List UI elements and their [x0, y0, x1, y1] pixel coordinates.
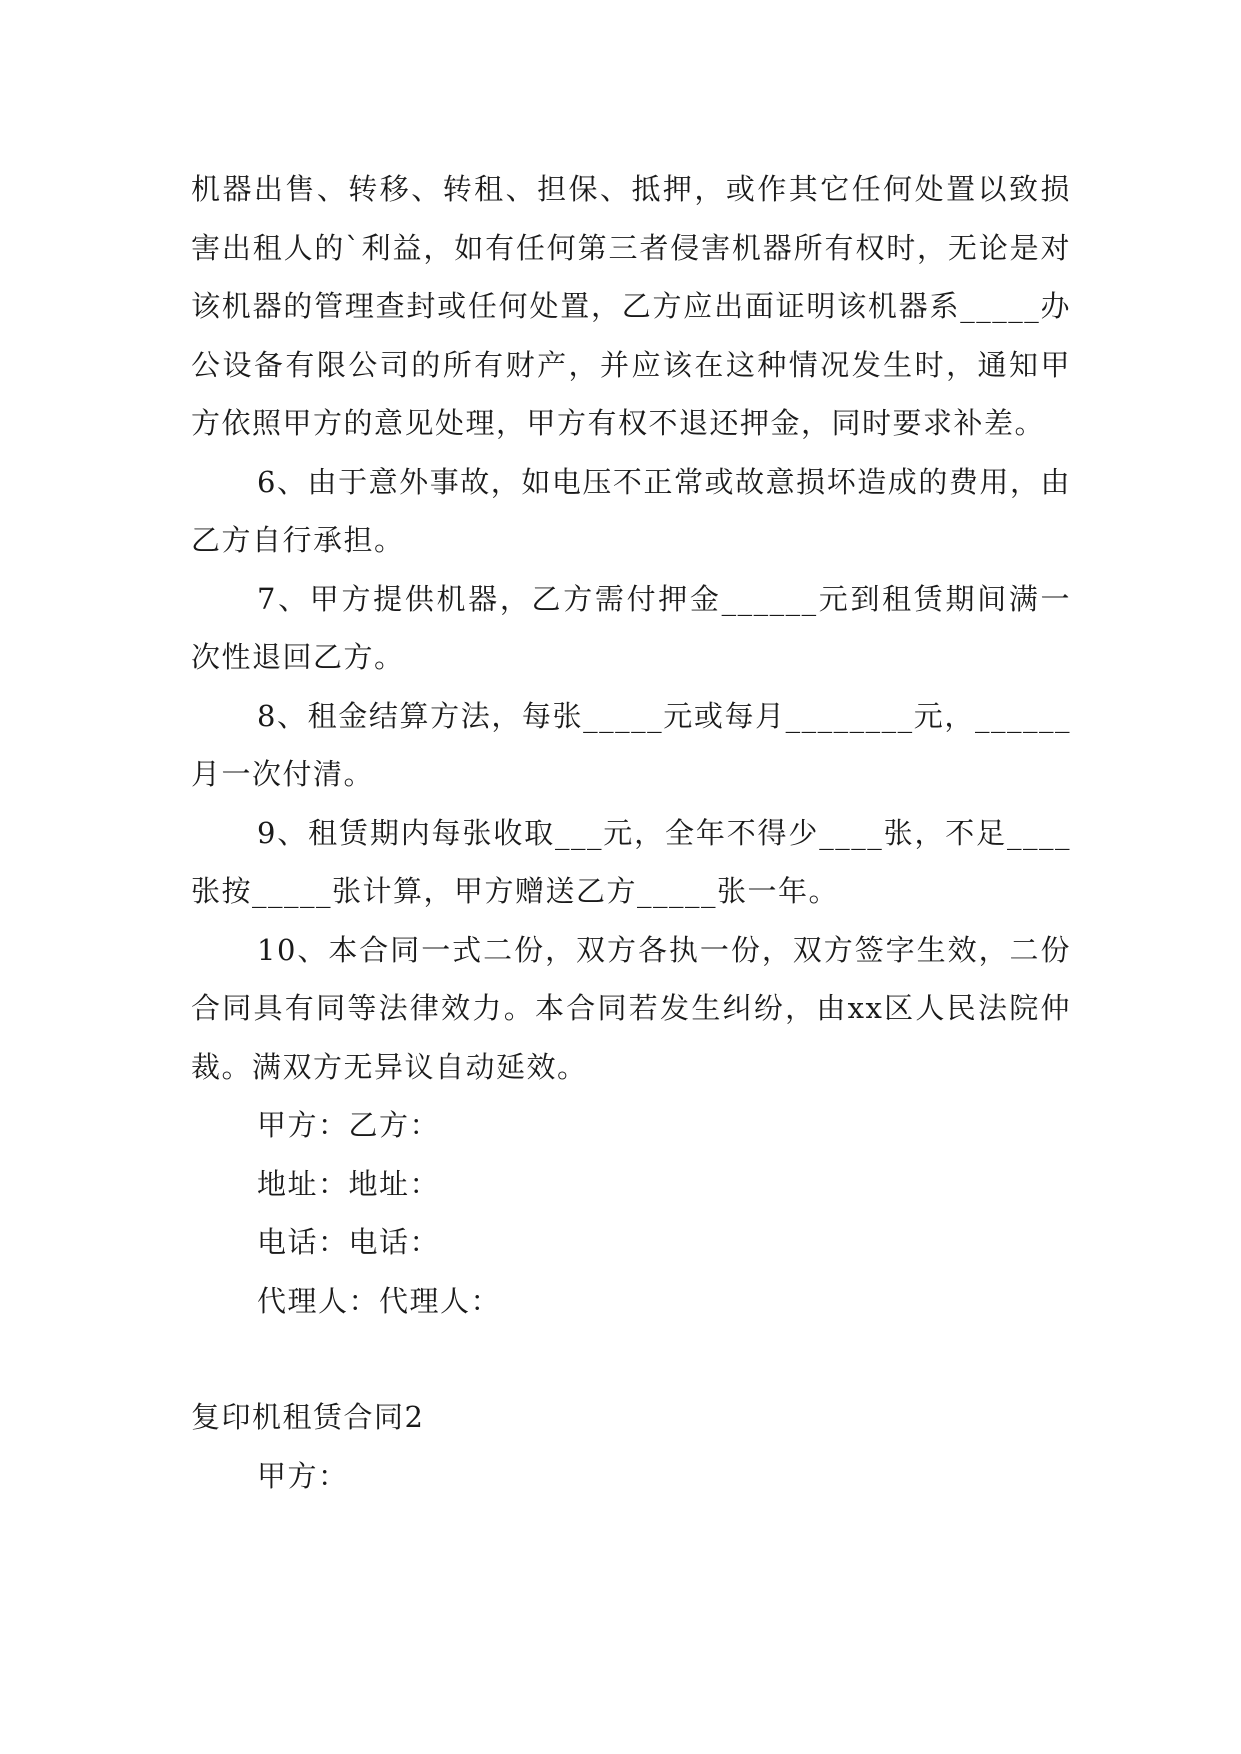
clause-8: 8、租金结算方法，每张_____元或每月________元，______月一次付清。	[191, 698, 1071, 791]
next-contract-title: 复印机租赁合同2	[191, 1400, 425, 1434]
continuation-paragraph: 机器出售、转移、转租、担保、抵押，或作其它任何处置以致损害出租人的`利益，如有任何第三者侵害机器所有权时，无论是对该机器的管理查封或任何处置，乙方应出面证明该机器系_____办公设备有限公司的所有财产，并应该在这种情况发生时，通知甲方依照甲方的意见处理，甲方有权不退还押金，同时要求补差。	[191, 172, 1071, 440]
signature-agent: 代理人：代理人：	[257, 1283, 502, 1318]
next-contract-party: 甲方：	[257, 1458, 349, 1493]
section-gap	[191, 1330, 1071, 1388]
signature-party: 甲方：乙方：	[257, 1108, 441, 1142]
signature-address: 地址：地址：	[257, 1166, 441, 1201]
signature-phone: 电话：电话：	[257, 1225, 441, 1259]
clause-7: 7、甲方提供机器，乙方需付押金______元到租赁期间满一次性退回乙方。	[191, 581, 1071, 674]
clause-10: 10、本合同一式二份，双方各执一份，双方签字生效，二份合同具有同等法律效力。本合同若发生纠纷，由xx区人民法院仲裁。满双方无异议自动延效。	[191, 932, 1071, 1084]
clause-9: 9、租赁期内每张收取___元，全年不得少____张，不足____张按_____张计算，甲方赠送乙方_____张一年。	[191, 815, 1071, 908]
clause-6: 6、由于意外事故，如电压不正常或故意损坏造成的费用，由乙方自行承担。	[191, 464, 1071, 557]
document-body	[191, 160, 1071, 1505]
